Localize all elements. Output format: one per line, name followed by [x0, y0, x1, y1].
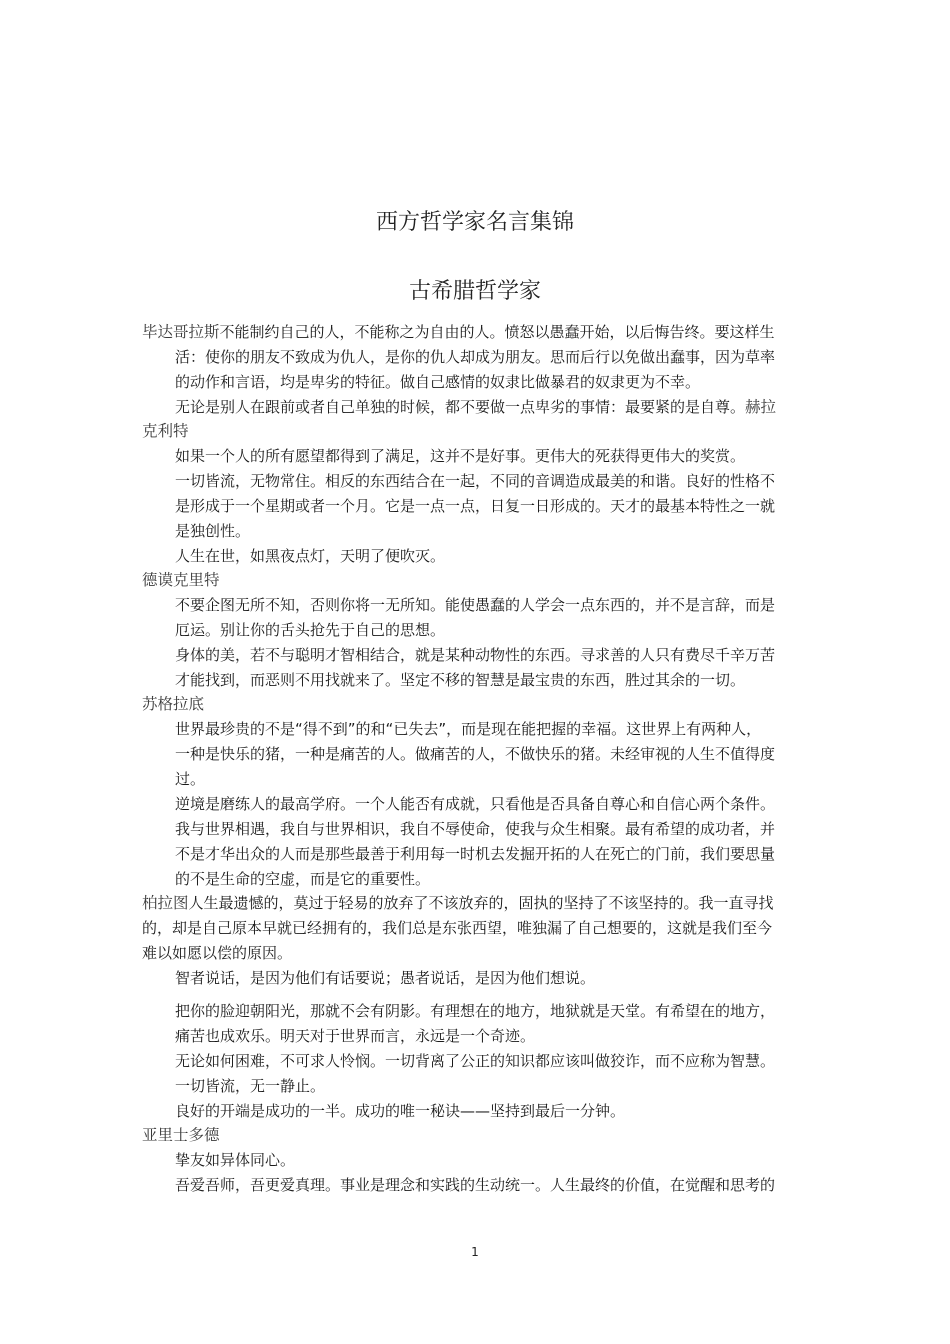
philosopher-name: 赫拉	[745, 398, 777, 416]
quote-text: 不能制约自己的人，不能称之为自由的人。愤怒以愚蠢开始，以后悔告终。要这样生	[219, 323, 775, 341]
quote-line: 我与世界相遇，我自与世界相识，我自不辱使命，使我与众生相聚。最有希望的成功者，并	[175, 820, 776, 838]
philosopher-name: 苏格拉底	[142, 695, 205, 713]
quote-line: 逆境是磨练人的最高学府。一个人能否有成就，只看他是否具备自尊心和自信心两个条件。	[175, 795, 776, 813]
quote-line: 痛苦也成欢乐。明天对于世界而言，永远是一个奇迹。	[175, 1027, 536, 1045]
quote-line: 才能找到，而恶则不用找就来了。坚定不移的智慧是最宝贵的东西，胜过其余的一切。	[175, 671, 746, 689]
philosopher-name: 毕达哥拉斯	[142, 323, 220, 341]
quote-line: 一切皆流，无一静止。	[175, 1077, 326, 1095]
quote-line: 是独创性。	[175, 522, 251, 540]
section-heading: 古希腊哲学家	[408, 279, 541, 304]
quote-line: 如果一个人的所有愿望都得到了满足，这并不是好事。更伟大的死获得更伟大的奖赏。	[175, 447, 746, 465]
philosopher-name: 亚里士多德	[142, 1126, 220, 1144]
quote-line: 难以如愿以偿的原因。	[142, 944, 293, 962]
quote-line: 过。	[175, 770, 206, 788]
quote-line: 良好的开端是成功的一半。成功的唯一秘诀——坚持到最后一分钟。	[175, 1102, 626, 1120]
quote-line: 身体的美，若不与聪明才智相结合，就是某种动物性的东西。寻求善的人只有费尽千辛万苦	[175, 646, 776, 664]
quote-line: 不要企图无所不知，否则你将一无所知。能使愚蠢的人学会一点东西的，并不是言辞，而是	[175, 596, 776, 614]
quote-line: 挚友如异体同心。	[175, 1151, 296, 1169]
quote-line: 的不是生命的空虚，而是它的重要性。	[175, 870, 431, 888]
quote-line: 的，却是自己原本早就已经拥有的，我们总是东张西望，唯独漏了自己想要的，这就是我们至今	[142, 919, 773, 937]
quote-line	[142, 322, 775, 342]
document-title: 西方哲学家名言集锦	[375, 210, 574, 235]
quote-line: 智者说话，是因为他们有话要说；愚者说话，是因为他们想说。	[175, 969, 596, 987]
quote-line	[142, 893, 774, 913]
philosopher-name: 德谟克里特	[142, 571, 220, 589]
quote-line: 厄运。别让你的舌头抢先于自己的思想。	[175, 621, 446, 639]
quote-line: 一切皆流，无物常住。相反的东西结合在一起，不同的音调造成最美的和谐。良好的性格不	[175, 472, 776, 490]
philosopher-name: 克利特	[142, 422, 189, 440]
quote-line: 活：使你的朋友不致成为仇人，是你的仇人却成为朋友。思而后行以免做出蠢事，因为草率	[175, 348, 776, 366]
quote-line: 吾爱吾师，吾更爱真理。事业是理念和实践的生动统一。人生最终的价值，在觉醒和思考的	[175, 1176, 776, 1194]
page-number: 1	[471, 1245, 479, 1259]
quote-line: 无论如何困难，不可求人怜悯。一切背离了公正的知识都应该叫做狡诈，而不应称为智慧。	[175, 1052, 776, 1070]
quote-line	[175, 397, 776, 417]
quote-line: 不是才华出众的人而是那些最善于利用每一时机去发掘开拓的人在死亡的门前，我们要思量	[175, 845, 776, 863]
quote-line: 世界最珍贵的不是“得不到”的和“已失去”，而是现在能把握的幸福。这世界上有两种人，	[175, 720, 762, 738]
philosopher-name: 柏拉图	[142, 894, 189, 912]
quote-line: 人生在世，如黑夜点灯，天明了便吹灭。	[175, 547, 446, 565]
quote-line: 一种是快乐的猪，一种是痛苦的人。做痛苦的人，不做快乐的猪。未经审视的人生不值得度	[175, 745, 776, 763]
quote-line: 是形成于一个星期或者一个月。它是一点一点，日复一日形成的。天才的最基本特性之一就	[175, 497, 776, 515]
quote-text: 人生最遗憾的，莫过于轻易的放弃了不该放弃的，固执的坚持了不该坚持的。我一直寻找	[188, 894, 774, 912]
quote-text: 无论是别人在跟前或者自己单独的时候，都不要做一点卑劣的事情：最要紧的是自尊。	[175, 398, 746, 416]
quote-line: 的动作和言语，均是卑劣的特征。做自己感情的奴隶比做暴君的奴隶更为不幸。	[175, 373, 701, 391]
quote-line: 把你的脸迎朝阳光，那就不会有阴影。有理想在的地方，地狱就是天堂。有希望在的地方，	[175, 1002, 776, 1020]
